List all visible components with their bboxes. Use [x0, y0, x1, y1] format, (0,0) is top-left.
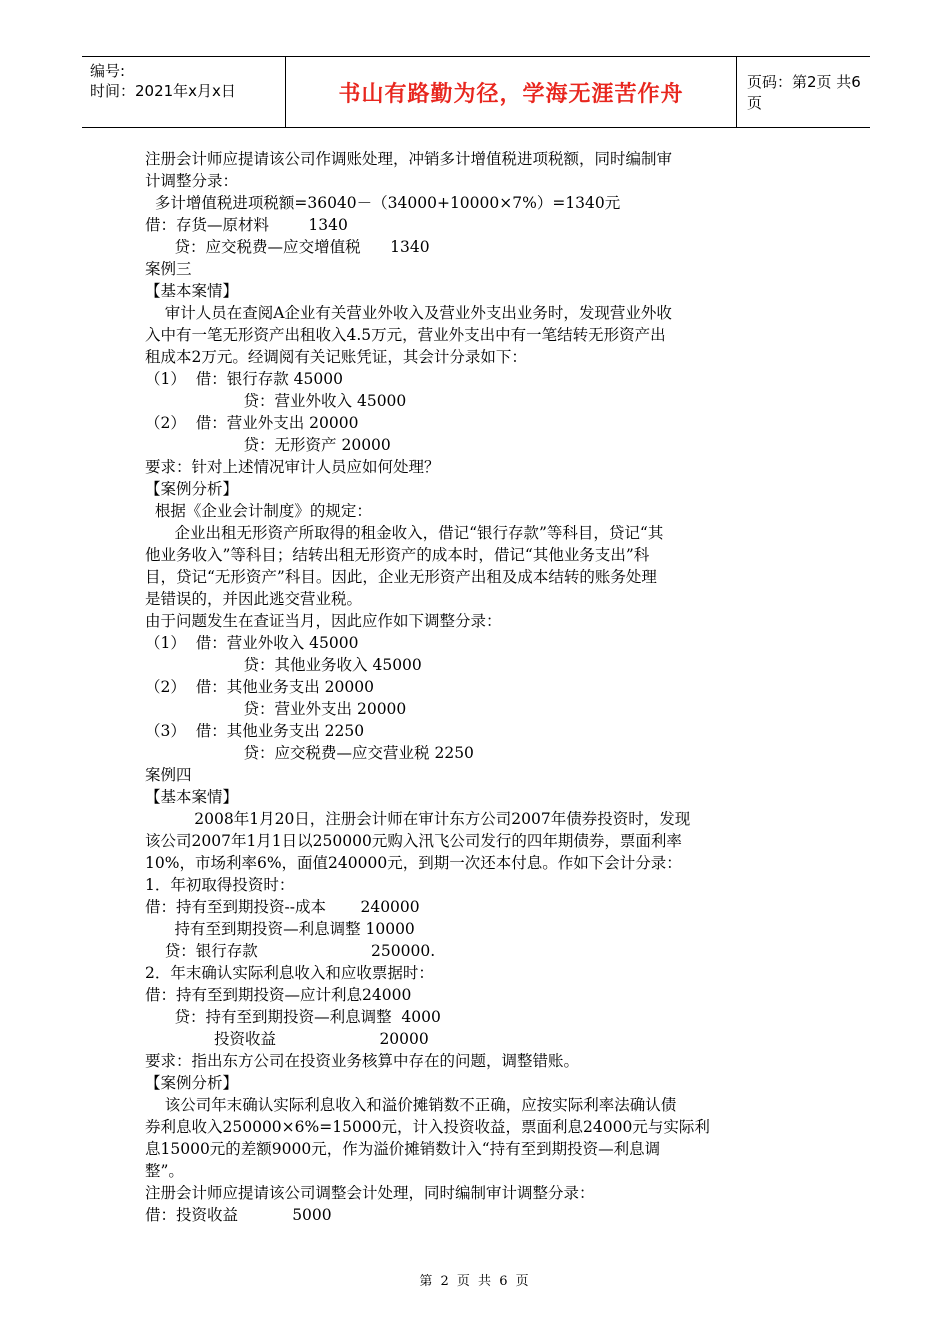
text-line: 【案例分析】 [145, 480, 239, 498]
text-line: 贷：银行存款 250000. [145, 942, 436, 960]
text-line: 要求：针对上述情况审计人员应如何处理？ [145, 458, 440, 476]
text-line: 该公司年末确认实际利息收入和溢价摊销数不正确，应按实际利率法确认债 [145, 1096, 677, 1114]
text-line: 贷：应交税费—应交营业税 2250 [145, 744, 474, 762]
text-line: 贷：持有至到期投资—利息调整 4000 [145, 1008, 441, 1026]
text-line: 券利息收入250000×6%=15000元，计入投资收益，票面利息24000元与实际利 [145, 1118, 710, 1136]
text-line: 企业出租无形资产所取得的租金收入，借记“银行存款”等科目，贷记“其 [145, 524, 664, 542]
text-line: 借：投资收益 5000 [145, 1206, 332, 1224]
text-line: （3） 借：其他业务支出 2250 [145, 722, 365, 740]
text-line: 贷：无形资产 20000 [145, 436, 391, 454]
text-line: 入中有一笔无形资产出租收入4.5万元，营业外支出中有一笔结转无形资产出 [145, 326, 666, 344]
text-line: 审计人员在查阅A企业有关营业外收入及营业外支出业务时，发现营业外收 [145, 304, 672, 322]
text-line: 根据《企业会计制度》的规定： [145, 502, 372, 520]
text-line: （1） 借：营业外收入 45000 [145, 634, 359, 652]
text-line: 借：持有至到期投资—应计利息24000 [145, 986, 412, 1004]
document-date-label: 时间：2021年x月x日 [90, 82, 236, 100]
text-line: 目，贷记“无形资产”科目。因此，企业无形资产出租及成本结转的账务处理 [145, 568, 657, 586]
text-line: 该公司2007年1月1日以250000元购入汛飞公司发行的四年期债券，票面利率 [145, 832, 682, 850]
text-line: 整”。 [145, 1162, 184, 1180]
text-line: 贷：营业外收入 45000 [145, 392, 407, 410]
text-line: 借：持有至到期投资--成本 240000 [145, 898, 420, 916]
text-line: 借：存货—原材料 1340 [145, 216, 348, 234]
text-line: 他业务收入”等科目；结转出租无形资产的成本时，借记“其他业务支出”科 [145, 546, 650, 564]
text-line: 息15000元的差额9000元，作为溢价摊销数计入“持有至到期投资—利息调 [145, 1140, 661, 1158]
text-line: 由于问题发生在查证当月，因此应作如下调整分录： [145, 612, 502, 630]
text-line: 2008年1月20日，注册会计师在审计东方公司2007年债券投资时，发现 [145, 810, 691, 828]
text-line: 贷：应交税费—应交增值税 1340 [145, 238, 430, 256]
header-page-number: 页码：第2页 共6页 [747, 73, 861, 112]
text-line: 贷：营业外支出 20000 [145, 700, 407, 718]
document-body [145, 148, 825, 1226]
text-line: 【基本案情】 [145, 788, 239, 806]
text-line: （1） 借：银行存款 45000 [145, 370, 343, 388]
header-motto: 书山有路勤为径，学海无涯苦作舟 [285, 57, 737, 127]
page-footer: 第 2 页 共 6 页 [419, 1274, 531, 1289]
text-line: 案例四 [145, 766, 192, 784]
text-line: 【案例分析】 [145, 1074, 239, 1092]
text-line: （2） 借：其他业务支出 20000 [145, 678, 374, 696]
header-meta [82, 57, 285, 127]
text-line: 要求：指出东方公司在投资业务核算中存在的问题，调整错账。 [145, 1052, 580, 1070]
page-header [82, 56, 870, 128]
text-line: （2） 借：营业外支出 20000 [145, 414, 359, 432]
document-number-label: 编号: [90, 62, 126, 80]
text-line: 投资收益 20000 [145, 1030, 429, 1048]
text-line: 持有至到期投资—利息调整 10000 [145, 920, 415, 938]
text-line: 注册会计师应提请该公司作调账处理，冲销多计增值税进项税额，同时编制审 [145, 150, 673, 168]
text-line: 10%，市场利率6%，面值240000元，到期一次还本付息。作如下会计分录： [145, 854, 682, 872]
text-line: 1．年初取得投资时： [145, 876, 295, 894]
text-line: 【基本案情】 [145, 282, 239, 300]
text-line: 租成本2万元。经调阅有关记账凭证，其会计分录如下： [145, 348, 527, 366]
text-line: 多计增值税进项税额=36040－（34000+10000×7%）=1340元 [145, 194, 621, 212]
text-line: 贷：其他业务收入 45000 [145, 656, 422, 674]
text-line: 是错误的，并因此逃交营业税。 [145, 590, 363, 608]
text-line: 案例三 [145, 260, 192, 278]
text-line: 注册会计师应提请该公司调整会计处理，同时编制审计调整分录： [145, 1184, 595, 1202]
text-line: 2．年末确认实际利息收入和应收票据时： [145, 964, 434, 982]
text-line: 计调整分录： [145, 172, 239, 190]
